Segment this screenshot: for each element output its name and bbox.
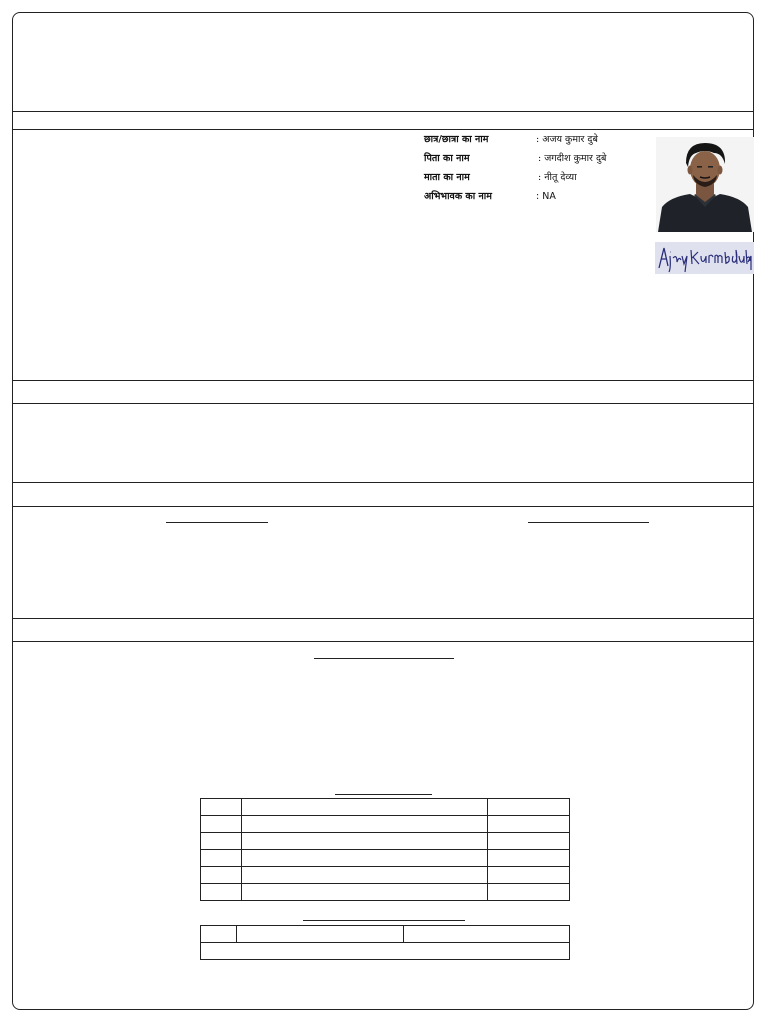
table-cell — [201, 799, 242, 816]
underline-rule — [303, 920, 465, 921]
section-divider — [12, 111, 754, 112]
table-cell — [201, 867, 242, 884]
table-cell — [488, 867, 570, 884]
table-row — [201, 926, 570, 943]
underline-rule — [314, 658, 454, 659]
table-cell — [242, 850, 488, 867]
underline-rule — [528, 522, 649, 523]
table-cell — [201, 850, 242, 867]
table-cell — [488, 833, 570, 850]
empty-grid-table-2 — [200, 925, 570, 960]
table-row — [201, 799, 570, 816]
section-divider — [12, 403, 754, 404]
table-cell — [237, 926, 404, 943]
candidate-signature — [655, 242, 754, 274]
underline-rule — [335, 794, 432, 795]
table-cell — [488, 850, 570, 867]
section-divider — [12, 380, 754, 381]
table-cell — [242, 833, 488, 850]
table-cell — [404, 926, 570, 943]
section-divider — [12, 641, 754, 642]
table-row — [201, 850, 570, 867]
table-cell — [242, 816, 488, 833]
section-divider — [12, 482, 754, 483]
table-cell — [201, 943, 570, 960]
mother-name-value: : नीतू देव्या — [538, 172, 577, 183]
underline-rule — [166, 522, 268, 523]
table-cell — [201, 816, 242, 833]
table-row — [201, 867, 570, 884]
table-cell — [488, 816, 570, 833]
table-row — [201, 833, 570, 850]
mother-name-label: माता का नाम — [424, 172, 470, 183]
table-row — [201, 884, 570, 901]
candidate-photo — [656, 137, 754, 232]
student-name-value: : अजय कुमार दुबे — [536, 134, 598, 145]
section-divider — [12, 506, 754, 507]
table-row — [201, 943, 570, 960]
empty-grid-table — [200, 798, 570, 901]
father-name-value: : जगदीश कुमार दुबे — [538, 153, 607, 164]
table-cell — [488, 799, 570, 816]
guardian-name-value: : NA — [536, 191, 556, 202]
table-cell — [242, 884, 488, 901]
table-row — [201, 816, 570, 833]
student-name-label: छात्र/छात्रा का नाम — [424, 134, 489, 145]
table-cell — [201, 833, 242, 850]
father-name-label: पिता का नाम — [424, 153, 470, 164]
guardian-name-label: अभिभावक का नाम — [424, 191, 492, 202]
table-cell — [242, 799, 488, 816]
table-cell — [201, 884, 242, 901]
section-divider — [12, 129, 754, 130]
section-divider — [12, 618, 754, 619]
table-cell — [242, 867, 488, 884]
table-cell — [201, 926, 237, 943]
table-cell — [488, 884, 570, 901]
